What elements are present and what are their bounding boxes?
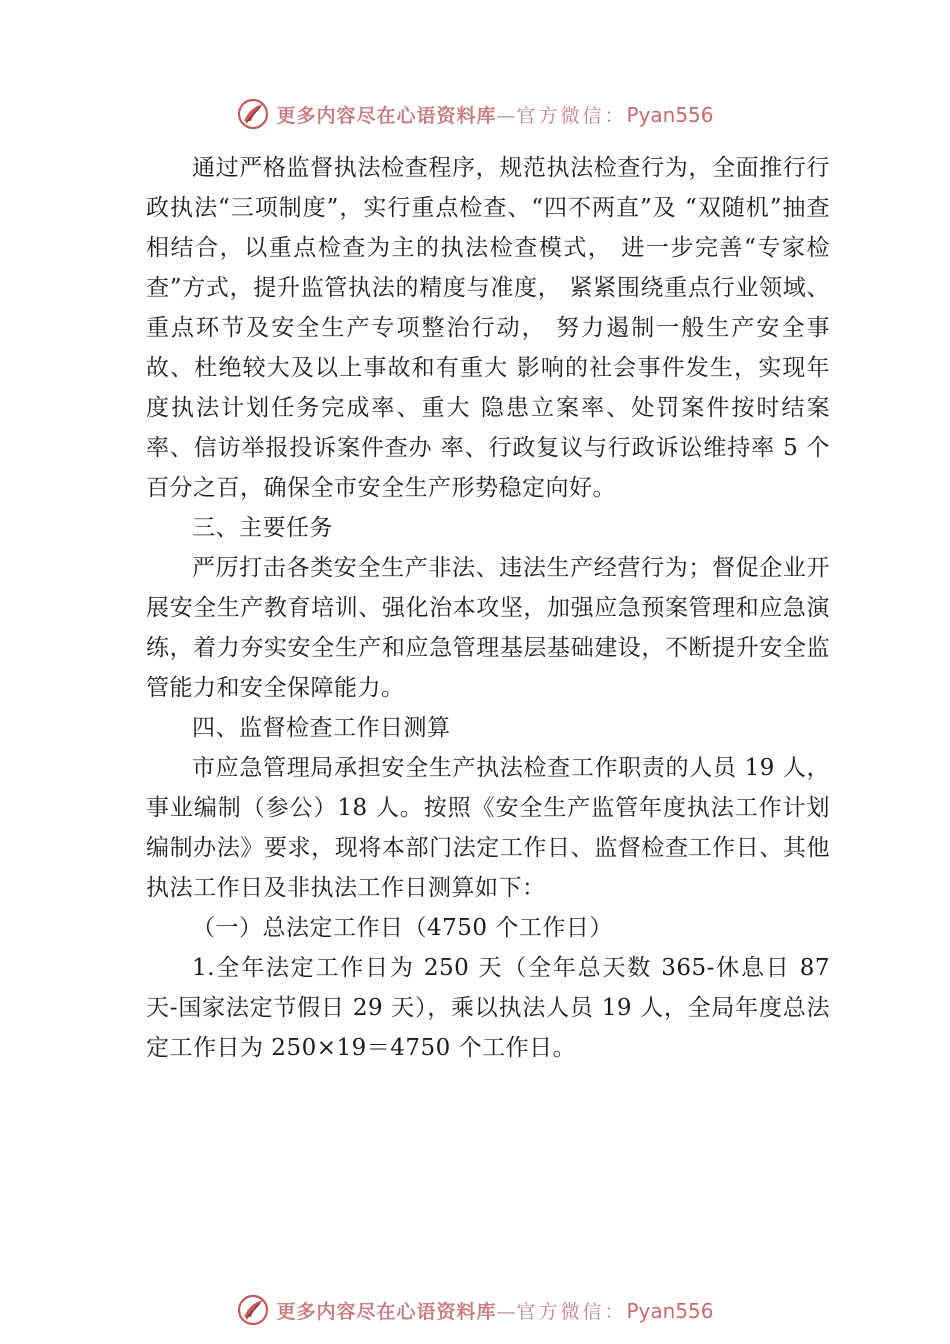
brand-logo-icon	[236, 97, 270, 131]
paragraph-staffing: 市应急管理局承担安全生产执法检查工作职责的人员 19 人，事业编制（参公）18 人。按照《安全生产监管年度执法工作计划编制办法》要求，现将本部门法定工作日、监督检查工作日、其他执法工作日及非执法工作日测算如下：	[146, 755, 830, 901]
watermark-wechat-label: 官方微信：	[516, 1300, 627, 1323]
paragraph-main-tasks: 严厉打击各类安全生产非法、违法生产经营行为；督促企业开展安全生产教育培训、强化治本攻坚，加强应急预案管理和应急演练，着力夯实安全生产和应急管理基层基础建设，不断提升安全监管能力和安全保障能力。	[146, 555, 830, 701]
subsection-heading-total-workdays: （一）总法定工作日（4750 个工作日）	[192, 915, 613, 941]
watermark-account: Pyan556	[626, 1298, 714, 1323]
watermark-wechat-label: 官方微信：	[516, 104, 627, 127]
watermark-site: 更多内容尽在心语资料库	[276, 104, 497, 127]
brand-logo-icon	[236, 1293, 270, 1327]
watermark-account: Pyan556	[626, 102, 714, 127]
watermark-site: 更多内容尽在心语资料库	[276, 1300, 497, 1323]
footer-watermark	[0, 1290, 950, 1330]
header-watermark	[0, 94, 950, 134]
section-heading-main-tasks: 三、主要任务	[192, 515, 333, 541]
watermark-text	[276, 1297, 713, 1324]
section-heading-workday-calc: 四、监督检查工作日测算	[192, 715, 451, 741]
paragraph-goals: 通过严格监督执法检查程序，规范执法检查行为，全面推行行政执法“三项制度”，实行重点检查、“四不两直”及 “双随机”抽查相结合，以重点检查为主的执法检查模式， 进一步完善“专家检查”方式，提升监管执法的精度与准度， 紧紧围绕重点行业领域、重点环节及安全生产专项整治行动， 努力遏制一般生产安全事故、杜绝较大及以上事故和有重大 影响的社会事件发生，实现年度执法计划任务完成率、重大 隐患立案率、处罚案件按时结案率、信访举报投诉案件查办 率、行政复议与行政诉讼维持率 5 个百分之百，确保全市安全生产形势稳定向好。	[146, 155, 830, 501]
paragraph-total-workdays: 1.全年法定工作日为 250 天（全年总天数 365-休息日 87 天-国家法定节假日 29 天），乘以执法人员 19 人，全局年度总法定工作日为 250×19＝4750 个工作日。	[146, 955, 830, 1061]
document-body	[146, 148, 830, 1068]
watermark-separator: —	[496, 1300, 517, 1323]
watermark-separator: —	[496, 104, 517, 127]
watermark-text	[276, 101, 713, 128]
